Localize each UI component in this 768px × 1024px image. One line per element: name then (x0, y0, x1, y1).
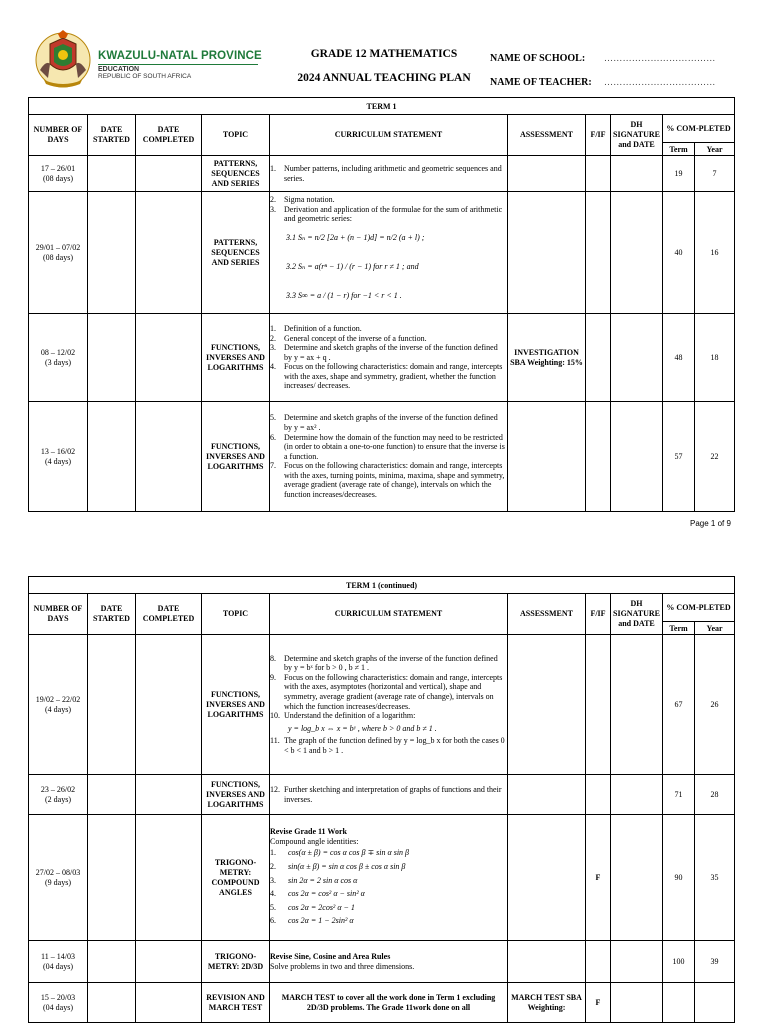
formula-sum-to-infinity: 3.3 S∞ = a / (1 − r) for −1 < r < 1 . (286, 291, 402, 301)
curriculum-cell (270, 314, 508, 402)
day-count: (3 days) (45, 357, 71, 367)
date-started-cell[interactable] (88, 635, 136, 775)
col-dh-signature: DH SIGNATURE and DATE (611, 115, 663, 156)
year-percent: 7 (695, 156, 735, 192)
list-item: 3. Derivation and application of the formulae for the sum of arithmetic and geometric series: (270, 204, 503, 224)
day-count: (4 days) (45, 456, 71, 466)
date-range: 13 – 16/02 (40, 446, 76, 456)
date-started-cell[interactable] (88, 192, 136, 314)
fif-cell: F (586, 983, 611, 1023)
date-started-cell[interactable] (88, 775, 136, 815)
school-field (490, 46, 750, 70)
curriculum-cell (270, 192, 508, 314)
formula-arithmetic-sum: 3.1 Sₙ = n/2 [2a + (n − 1)d] = n/2 (a + l) ; (286, 233, 425, 243)
date-started-cell[interactable] (88, 402, 136, 512)
teacher-value[interactable]: ……………………………… (604, 77, 716, 87)
topic-cell: FUNCTIONS, INVERSES AND LOGARITHMS (202, 314, 270, 402)
page-header (28, 28, 740, 94)
date-started-cell[interactable] (88, 941, 136, 983)
col-date-completed: DATE COMPLETED (136, 594, 202, 635)
date-completed-cell[interactable] (136, 402, 202, 512)
term-percent: 57 (663, 402, 695, 512)
term-percent (663, 983, 695, 1023)
date-started-cell[interactable] (88, 156, 136, 192)
province-brand (98, 50, 288, 80)
date-completed-cell[interactable] (136, 941, 202, 983)
country-name: REPUBLIC OF SOUTH AFRICA (98, 73, 192, 80)
col-date-started: DATE STARTED (88, 594, 136, 635)
curriculum-cell (270, 775, 508, 815)
year-percent: 39 (695, 941, 735, 983)
school-label: NAME OF SCHOOL: (490, 52, 586, 64)
dh-signature-cell[interactable] (611, 941, 663, 983)
list-item: 10. Understand the definition of a logarithm: (270, 711, 416, 721)
assessment-cell (508, 941, 586, 983)
topic-cell: REVISION AND MARCH TEST (202, 983, 270, 1023)
list-item: 1. Definition of a function. (270, 323, 362, 333)
col-fif: F/IF (586, 115, 611, 156)
term1-table (28, 97, 735, 512)
col-days: NUMBER OF DAYS (29, 115, 88, 156)
table-row (29, 402, 735, 512)
dh-signature-cell[interactable] (611, 192, 663, 314)
topic-cell: FUNCTIONS, INVERSES AND LOGARITHMS (202, 402, 270, 512)
days-cell (29, 156, 88, 192)
day-count: (9 days) (45, 877, 71, 887)
dh-signature-cell[interactable] (611, 983, 663, 1023)
curriculum-cell (270, 402, 508, 512)
col-dh-signature: DH SIGNATURE and DATE (611, 594, 663, 635)
section-subheading: Compound angle identities: (270, 836, 359, 846)
dh-signature-cell[interactable] (611, 314, 663, 402)
teacher-field (490, 70, 750, 94)
day-count: (08 days) (43, 252, 73, 262)
list-item: 9. Focus on the following characteristics: domain and range, intercepts with the axes, asymptotes (horizontal and vertical), shape and symmetry, average gradient (average rate of change), intervals on which the function increases/decreases. (270, 672, 503, 711)
assessment-cell (508, 635, 586, 775)
assessment-cell (508, 192, 586, 314)
term-percent: 100 (663, 941, 695, 983)
section-heading: Revise Sine, Cosine and Area Rules (270, 951, 391, 961)
fif-cell (586, 156, 611, 192)
col-term: Term (663, 622, 695, 635)
list-item: 4. cos 2α = cos² α − sin² α (270, 889, 365, 899)
assessment-cell (508, 402, 586, 512)
col-date-started: DATE STARTED (88, 115, 136, 156)
date-completed-cell[interactable] (136, 635, 202, 775)
year-percent: 22 (695, 402, 735, 512)
col-year: Year (695, 622, 735, 635)
date-completed-cell[interactable] (136, 192, 202, 314)
col-topic: TOPIC (202, 594, 270, 635)
table-row (29, 314, 735, 402)
col-days: NUMBER OF DAYS (29, 594, 88, 635)
list-item: 7. Focus on the following characteristics: domain and range, intercepts with the axes, turning points, minima, maxima, shape and symmetry, average gradient (average rate of change), intervals on which the function increases/decreases. (270, 461, 505, 500)
dh-signature-cell[interactable] (611, 635, 663, 775)
table-row (29, 941, 735, 983)
day-count: (4 days) (45, 704, 71, 714)
school-value[interactable]: ……………………………… (604, 53, 716, 63)
day-count: (04 days) (43, 1002, 73, 1012)
list-item: 3. sin 2α = 2 sin α cos α (270, 875, 358, 885)
date-completed-cell[interactable] (136, 156, 202, 192)
days-cell (29, 815, 88, 941)
days-cell (29, 314, 88, 402)
assessment-cell: INVESTIGATION SBA Weighting: 15% (508, 314, 586, 402)
topic-cell: PATTERNS, SEQUENCES AND SERIES (202, 156, 270, 192)
term-percent: 40 (663, 192, 695, 314)
days-cell (29, 192, 88, 314)
assessment-cell (508, 815, 586, 941)
list-item: 4. Focus on the following characteristics: domain and range, intercepts with the axes, shape and symmetry, gradient, whether the function increases/ decreases. (270, 362, 503, 391)
term-percent: 48 (663, 314, 695, 402)
days-cell (29, 941, 88, 983)
fif-cell (586, 635, 611, 775)
table-row (29, 156, 735, 192)
dh-signature-cell[interactable] (611, 775, 663, 815)
fif-cell (586, 402, 611, 512)
kzn-coat-of-arms-logo (32, 30, 94, 92)
date-range: 23 – 26/02 (40, 784, 76, 794)
list-item: 1. Number patterns, including arithmetic and geometric sequences and series. (270, 163, 502, 183)
year-percent: 18 (695, 314, 735, 402)
topic-cell: TRIGONO-METRY: COMPOUND ANGLES (202, 815, 270, 941)
date-range: 19/02 – 22/02 (35, 694, 81, 704)
list-item: 8. Determine and sketch graphs of the inverse of the function defined by y = bˣ for b > 0 , b ≠ 1 . (270, 653, 498, 673)
fif-cell (586, 192, 611, 314)
topic-cell: FUNCTIONS, INVERSES AND LOGARITHMS (202, 775, 270, 815)
col-percent-completed: % COM-PLETED (663, 115, 735, 143)
list-item: 12. Further sketching and interpretation of graphs of functions and their inverses. (270, 784, 502, 804)
term-title: TERM 1 (29, 98, 735, 115)
col-assessment: ASSESSMENT (508, 594, 586, 635)
document-title (284, 42, 484, 90)
list-item: 6. Determine how the domain of the function may need to be restricted (in order to obtain a one-to-one function) to ensure that the inverse is a function. (270, 432, 505, 461)
days-cell (29, 775, 88, 815)
list-item: 2. sin(α ± β) = sin α cos β ± cos α sin β (270, 861, 406, 871)
fif-cell (586, 775, 611, 815)
dh-signature-cell[interactable] (611, 156, 663, 192)
table-row (29, 635, 735, 775)
date-range: 27/02 – 08/03 (35, 867, 81, 877)
year-percent: 16 (695, 192, 735, 314)
date-range: 15 – 20/03 (40, 992, 76, 1002)
date-started-cell[interactable] (88, 815, 136, 941)
year-percent: 28 (695, 775, 735, 815)
dh-signature-cell[interactable] (611, 815, 663, 941)
date-range: 08 – 12/02 (40, 347, 76, 357)
col-topic: TOPIC (202, 115, 270, 156)
section-subheading: Solve problems in two and three dimensions. (270, 961, 415, 971)
curriculum-cell (270, 983, 508, 1023)
list-item: 2. General concept of the inverse of a function. (270, 333, 427, 343)
section-heading: MARCH TEST to cover all the work done in Term 1 excluding 2D/3D problems. The Grade 11work done on all (281, 992, 496, 1012)
fif-cell (586, 941, 611, 983)
list-item: 5. cos 2α = 2cos² α − 1 (270, 902, 355, 912)
year-percent (695, 983, 735, 1023)
day-count: (2 days) (45, 794, 71, 804)
department-name: EDUCATION (98, 66, 140, 73)
dh-signature-cell[interactable] (611, 402, 663, 512)
term-percent: 19 (663, 156, 695, 192)
table-row (29, 192, 735, 314)
header-fields (490, 46, 750, 94)
curriculum-cell (270, 156, 508, 192)
title-line-2: 2024 ANNUAL TEACHING PLAN (297, 72, 471, 84)
date-completed-cell[interactable] (136, 775, 202, 815)
topic-cell: PATTERNS, SEQUENCES AND SERIES (202, 192, 270, 314)
col-date-completed: DATE COMPLETED (136, 115, 202, 156)
date-range: 29/01 – 07/02 (35, 242, 81, 252)
date-completed-cell[interactable] (136, 314, 202, 402)
section-heading: Revise Grade 11 Work (270, 827, 347, 837)
date-started-cell[interactable] (88, 314, 136, 402)
list-item: 1. cos(α ± β) = cos α cos β ∓ sin α sin β (270, 848, 410, 858)
term-percent: 67 (663, 635, 695, 775)
term-percent: 90 (663, 815, 695, 941)
formula-geometric-sum: 3.2 Sₙ = a(rⁿ − 1) / (r − 1) for r ≠ 1 ; and (286, 262, 419, 272)
fif-cell: F (586, 815, 611, 941)
list-item: 3. Determine and sketch graphs of the inverse of the function defined by y = ax + q . (270, 343, 498, 362)
curriculum-cell (270, 941, 508, 983)
title-line-1: GRADE 12 MATHEMATICS (310, 48, 458, 60)
term-title: TERM 1 (continued) (29, 577, 735, 594)
date-started-cell[interactable] (88, 983, 136, 1023)
day-count: (08 days) (43, 173, 73, 183)
year-percent: 26 (695, 635, 735, 775)
table-row (29, 983, 735, 1023)
days-cell (29, 402, 88, 512)
col-year: Year (695, 143, 735, 156)
topic-cell: TRIGONO-METRY: 2D/3D (202, 941, 270, 983)
date-range: 17 – 26/01 (40, 163, 76, 173)
date-completed-cell[interactable] (136, 815, 202, 941)
col-term: Term (663, 143, 695, 156)
table-row (29, 815, 735, 941)
list-item: 11. The graph of the function defined by y = log_b x for both the cases 0 < b < 1 and b > 1 . (270, 736, 505, 755)
list-item: 6. cos 2α = 1 − 2sin² α (270, 916, 354, 926)
col-fif: F/IF (586, 594, 611, 635)
curriculum-cell (270, 635, 508, 775)
fif-cell (586, 314, 611, 402)
date-range: 11 – 14/03 (41, 951, 75, 961)
col-curriculum: CURRICULUM STATEMENT (270, 115, 508, 156)
list-item: 5. Determine and sketch graphs of the inverse of the function defined by y = ax² . (270, 413, 498, 432)
topic-cell: FUNCTIONS, INVERSES AND LOGARITHMS (202, 635, 270, 775)
days-cell (29, 635, 88, 775)
brand-divider (98, 64, 258, 65)
col-curriculum: CURRICULUM STATEMENT (270, 594, 508, 635)
list-item: y = log_b x ⇔ x = bʸ , where b > 0 and b ≠ 1 . (288, 723, 437, 733)
table-row (29, 775, 735, 815)
list-item: 2. Sigma notation. (270, 195, 335, 205)
day-count: (04 days) (43, 961, 73, 971)
assessment-cell (508, 775, 586, 815)
curriculum-cell (270, 815, 508, 941)
col-percent-completed: % COM-PLETED (663, 594, 735, 622)
page-number: Page 1 of 9 (690, 519, 731, 528)
days-cell (29, 983, 88, 1023)
assessment-cell: MARCH TEST SBA Weighting: (508, 983, 586, 1023)
col-assessment: ASSESSMENT (508, 115, 586, 156)
assessment-cell (508, 156, 586, 192)
date-completed-cell[interactable] (136, 983, 202, 1023)
year-percent: 35 (695, 815, 735, 941)
province-name: KWAZULU-NATAL PROVINCE (98, 50, 262, 62)
term1-continued-table (28, 576, 735, 1023)
teacher-label: NAME OF TEACHER: (490, 76, 592, 88)
term-percent: 71 (663, 775, 695, 815)
